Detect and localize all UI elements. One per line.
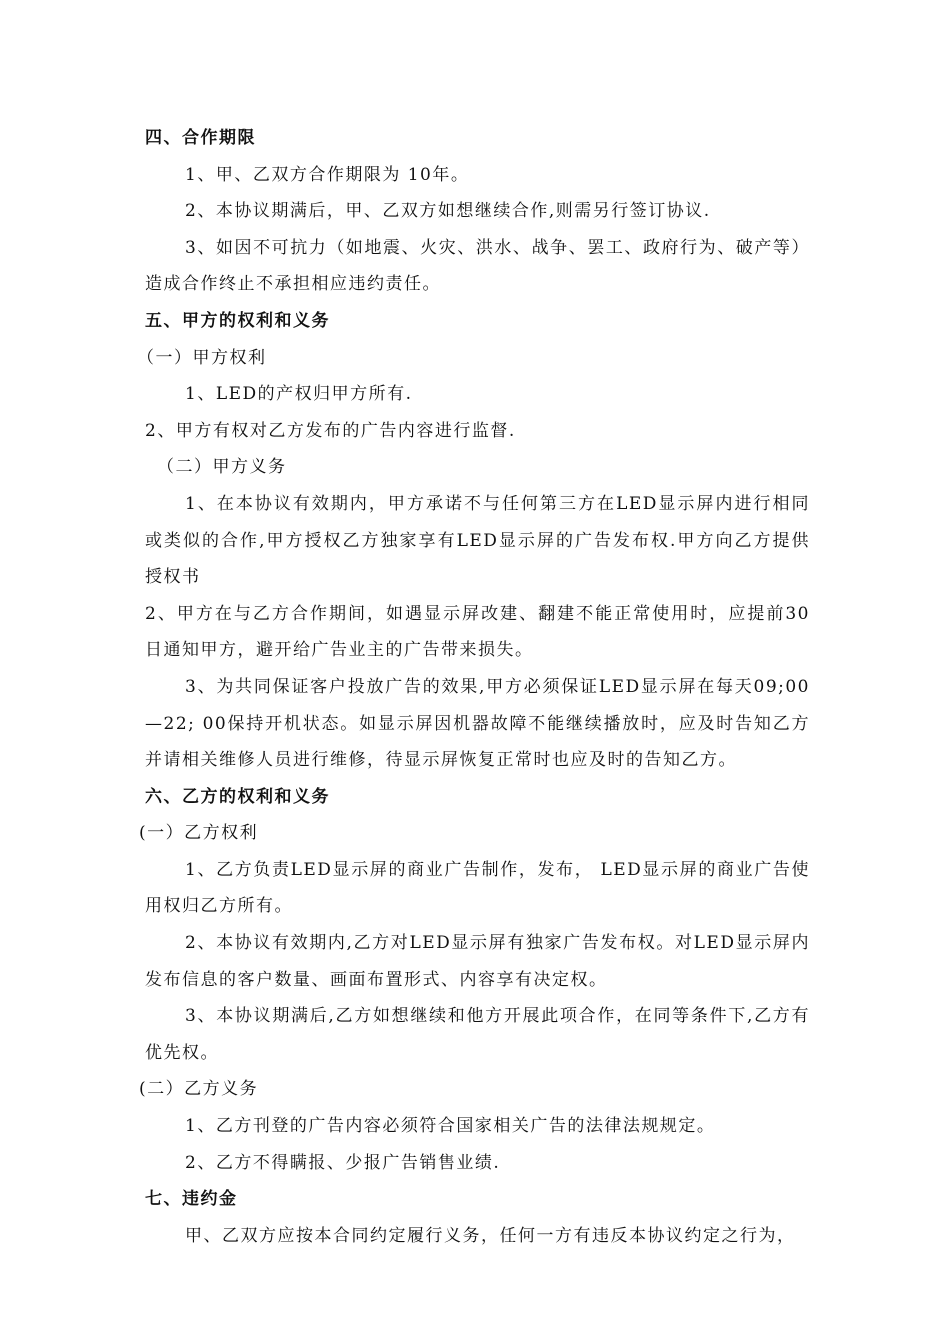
section-heading-party-b: 六、乙方的权利和义务 [145, 786, 330, 807]
subsection-heading: （二）甲方义务 [157, 457, 287, 478]
paragraph: 1、乙方负责LED显示屏的商业广告制作，发布， LED显示屏的商业广告使用权归乙方所有。 [145, 859, 810, 917]
paragraph: 2、甲方有权对乙方发布的广告内容进行监督. [145, 420, 516, 441]
paragraph: 2、本协议有效期内,乙方对LED显示屏有独家广告发布权。对LED显示屏内发布信息的客户数量、画面布置形式、内容享有决定权。 [145, 933, 810, 990]
paragraph: 甲、乙双方应按本合同约定履行义务，任何一方有违反本协议约定之行为， [185, 1225, 796, 1246]
paragraph: 2、本协议期满后，甲、乙双方如想继续合作,则需另行签订协议. [185, 201, 711, 222]
section-heading-term: 四、合作期限 [145, 128, 256, 148]
section-heading-party-a: 五、甲方的权利和义务 [145, 310, 330, 331]
paragraph: 1、甲、乙双方合作期限为 10年。 [185, 164, 470, 185]
subsection-heading: （一）甲方权利 [137, 347, 267, 368]
subsection-heading: (二）乙方义务 [139, 1079, 259, 1100]
paragraph: 1、LED的产权归甲方所有. [185, 384, 413, 405]
paragraph: 2、乙方不得瞒报、少报广告销售业绩. [185, 1152, 501, 1173]
paragraph: 3、如因不可抗力（如地震、火灾、洪水、战争、罢工、政府行为、破产等）造成合作终止不承担相应违约责任。 [145, 237, 810, 295]
paragraph: 1、在本协议有效期内，甲方承诺不与任何第三方在LED显示屏内进行相同或类似的合作,甲方授权乙方独家享有LED显示屏的广告发布权.甲方向乙方提供授权书 [145, 493, 810, 588]
document-body [137, 120, 810, 1254]
subsection-heading: (一）乙方权利 [139, 823, 259, 844]
paragraph: 3、为共同保证客户投放广告的效果,甲方必须保证LED显示屏在每天09;00—22; 00保持开机状态。如显示屏因机器故障不能继续播放时，应及时告知乙方并请相关维修人员进行维修，待显示屏恢复正常时也应及时的告知乙方。 [145, 676, 810, 771]
section-heading-penalty: 七、违约金 [145, 1189, 238, 1210]
paragraph: 2、甲方在与乙方合作期间，如遇显示屏改建、翻建不能正常使用时，应提前30日通知甲方，避开给广告业主的广告带来损失。 [145, 603, 810, 661]
paragraph: 3、本协议期满后,乙方如想继续和他方开展此项合作，在同等条件下,乙方有优先权。 [145, 1006, 810, 1063]
paragraph: 1、乙方刊登的广告内容必须符合国家相关广告的法律法规规定。 [185, 1116, 716, 1137]
